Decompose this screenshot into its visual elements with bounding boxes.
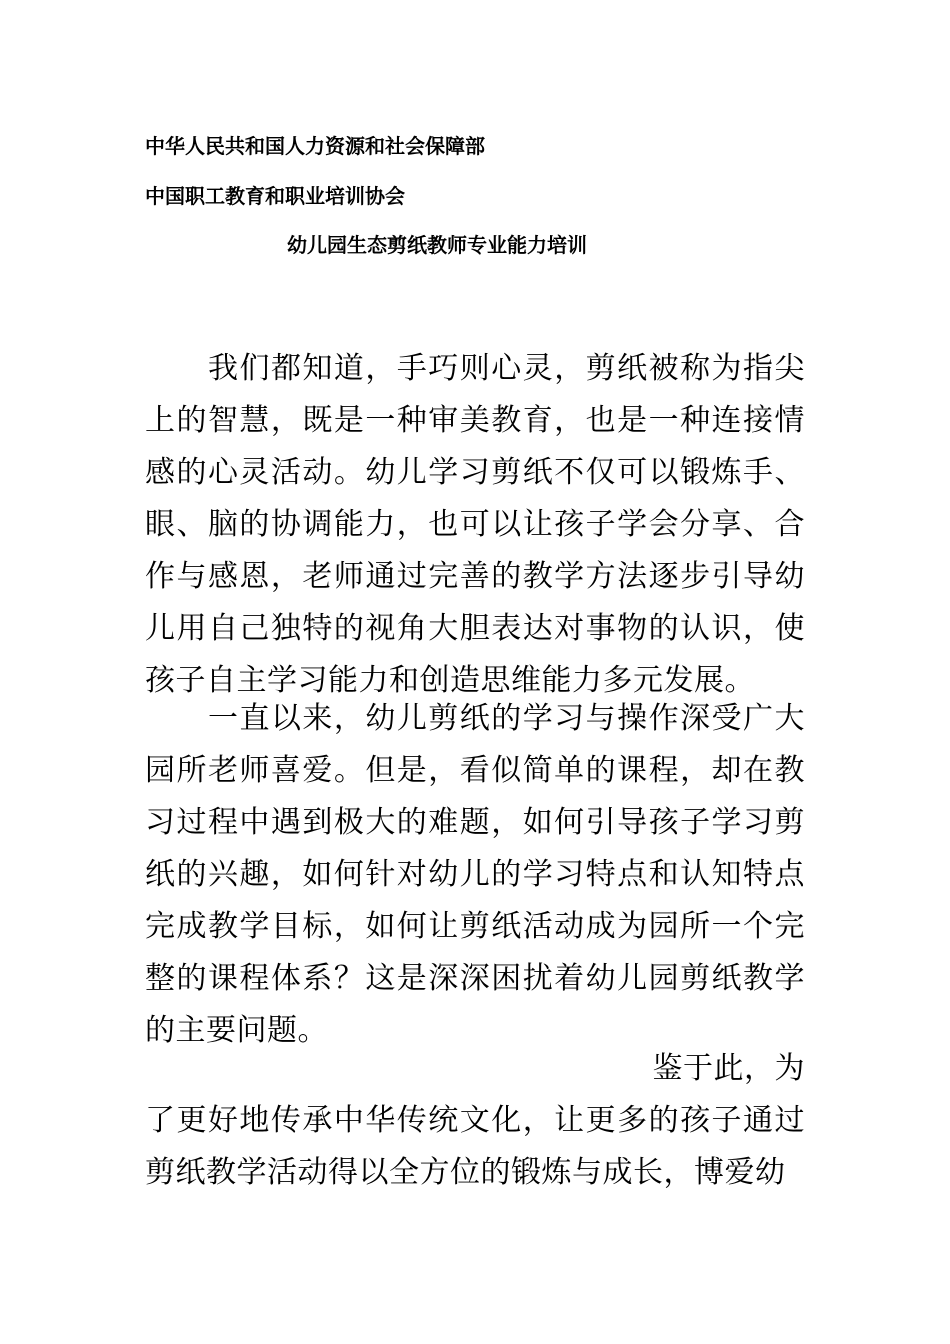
paragraph-3: [145, 1043, 805, 1199]
paragraph-2: [145, 693, 805, 1057]
header-course-title: 幼儿园生态剪纸教师专业能力培训: [287, 233, 587, 257]
header-ministry: 中华人民共和国人力资源和社会保障部: [145, 134, 485, 158]
paragraph-1-text: 我们都知道，手巧则心灵，剪纸被称为指尖上的智慧，既是一种审美教育，也是一种连接情感的心灵活动。幼儿学习剪纸不仅可以锻炼手、眼、脑的协调能力，也可以让孩子学会分享、合作与感恩，老师通过完善的教学方法逐步引导幼儿用自己独特的视角大胆表达对事物的认识，使孩子自主学习能力和创造思维能力多元发展。: [145, 351, 805, 698]
header-association: 中国职工教育和职业培训协会: [145, 184, 405, 208]
paragraph-3-first-line: 鉴于此，为: [652, 1051, 805, 1086]
paragraph-3-continuation: 了更好地传承中华传统文化，让更多的孩子通过剪纸教学活动得以全方位的锻炼与成长，博爱幼: [145, 1103, 805, 1190]
paragraph-1: [145, 343, 805, 707]
paragraph-2-text: 一直以来，幼儿剪纸的学习与操作深受广大园所老师喜爱。但是，看似简单的课程，却在教习过程中遇到极大的难题，如何引导孩子学习剪纸的兴趣，如何针对幼儿的学习特点和认知特点完成教学目标，如何让剪纸活动成为园所一个完整的课程体系？这是深深困扰着幼儿园剪纸教学的主要问题。: [145, 701, 805, 1048]
